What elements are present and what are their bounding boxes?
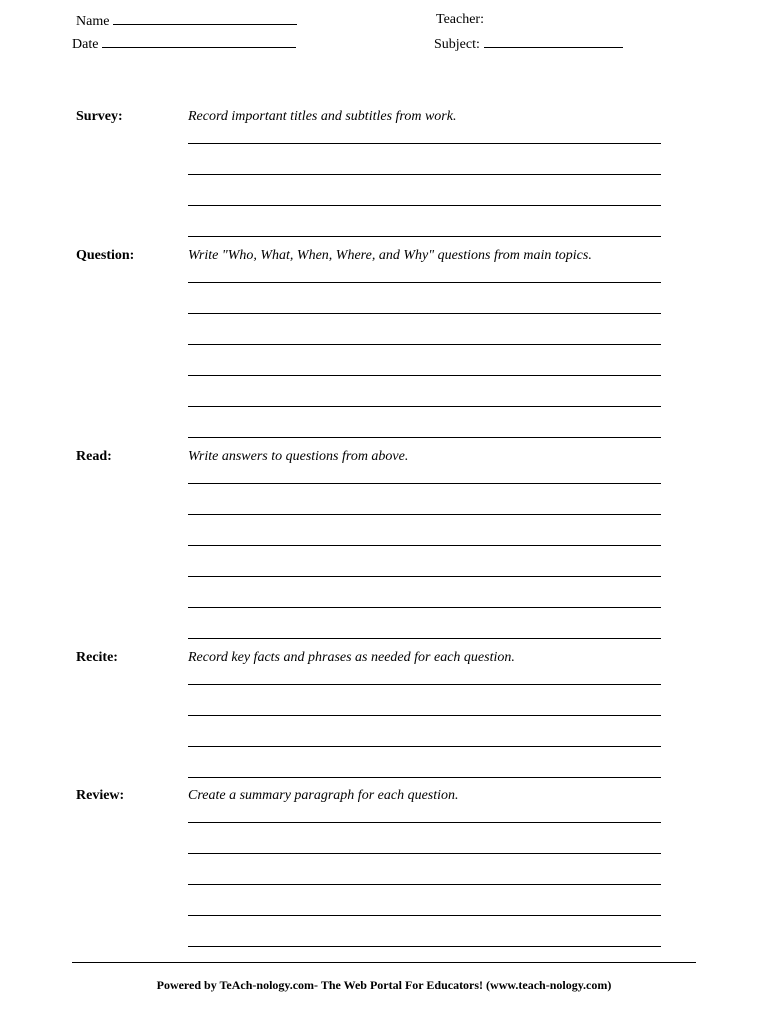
- section-instruction: Write "Who, What, When, Where, and Why" questions from main topics.: [188, 248, 592, 263]
- writing-line[interactable]: [188, 822, 661, 823]
- writing-line[interactable]: [188, 715, 661, 716]
- writing-line[interactable]: [188, 946, 661, 947]
- writing-line[interactable]: [188, 746, 661, 747]
- subject-blank[interactable]: [484, 35, 623, 48]
- writing-line[interactable]: [188, 483, 661, 484]
- writing-line[interactable]: [188, 884, 661, 885]
- writing-line[interactable]: [188, 313, 661, 314]
- writing-line[interactable]: [188, 437, 661, 438]
- section-instruction: Record important titles and subtitles from work.: [188, 109, 457, 124]
- writing-line[interactable]: [188, 853, 661, 854]
- subject-label: Subject:: [434, 37, 480, 52]
- date-blank[interactable]: [102, 35, 296, 48]
- writing-line[interactable]: [188, 777, 661, 778]
- section-instruction: Write answers to questions from above.: [188, 449, 409, 464]
- section-instruction: Record key facts and phrases as needed for each question.: [188, 650, 515, 665]
- writing-line[interactable]: [188, 205, 661, 206]
- teacher-label: Teacher:: [436, 12, 484, 27]
- writing-line[interactable]: [188, 406, 661, 407]
- writing-line[interactable]: [188, 607, 661, 608]
- writing-line[interactable]: [188, 638, 661, 639]
- writing-line[interactable]: [188, 143, 661, 144]
- subject-field: [434, 35, 623, 53]
- section-label: Recite:: [76, 650, 118, 665]
- section-instruction: Create a summary paragraph for each question.: [188, 788, 459, 803]
- writing-line[interactable]: [188, 174, 661, 175]
- name-label: Name: [76, 14, 110, 29]
- writing-line[interactable]: [188, 236, 661, 237]
- name-blank[interactable]: [113, 12, 297, 25]
- writing-line[interactable]: [188, 282, 661, 283]
- writing-line[interactable]: [188, 684, 661, 685]
- writing-line[interactable]: [188, 375, 661, 376]
- writing-line[interactable]: [188, 514, 661, 515]
- date-field: [72, 35, 296, 53]
- name-field: [76, 12, 297, 30]
- writing-line[interactable]: [188, 545, 661, 546]
- writing-line[interactable]: [188, 576, 661, 577]
- section-label: Read:: [76, 449, 112, 464]
- writing-line[interactable]: [188, 344, 661, 345]
- section-label: Question:: [76, 248, 135, 263]
- section-label: Review:: [76, 788, 125, 803]
- teacher-field: [436, 12, 484, 28]
- section-label: Survey:: [76, 109, 123, 124]
- footer-divider: [72, 962, 696, 963]
- footer-credit: Powered by TeAch-nology.com- The Web Portal For Educators! (www.teach-nology.com): [156, 978, 612, 992]
- date-label: Date: [72, 37, 99, 52]
- writing-line[interactable]: [188, 915, 661, 916]
